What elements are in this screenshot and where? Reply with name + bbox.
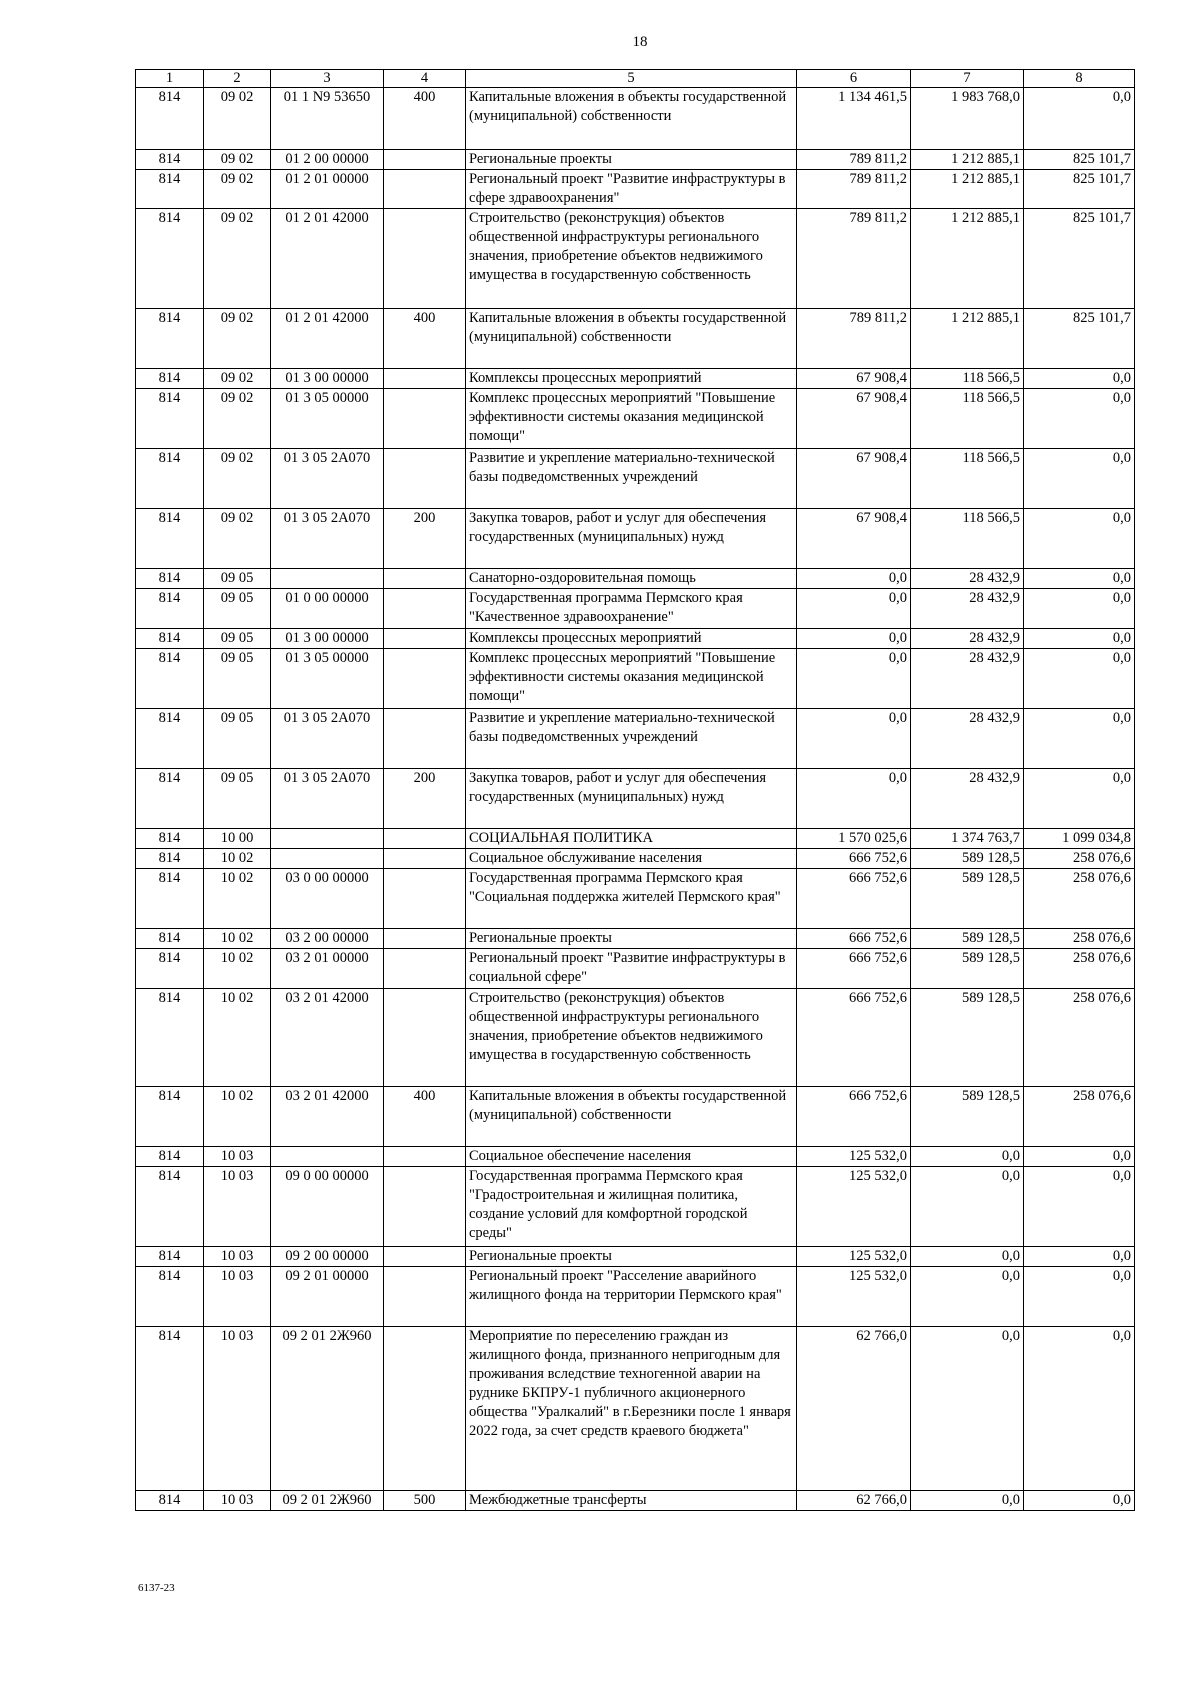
amount-col6-cell: 666 752,6 [797,869,911,929]
amount-col6-cell: 125 532,0 [797,1167,911,1247]
column-header: 8 [1024,70,1135,88]
amount-col7-cell: 118 566,5 [911,509,1024,569]
target-article-cell: 03 2 01 42000 [271,1087,384,1147]
ministry-code-cell: 814 [136,309,204,369]
table-row [136,949,1135,989]
expense-type-cell [384,1267,466,1327]
table-row [136,170,1135,209]
table-row [136,929,1135,949]
expense-type-cell: 400 [384,1087,466,1147]
amount-col6-cell: 666 752,6 [797,929,911,949]
target-article-cell: 01 3 05 2A070 [271,509,384,569]
item-name-cell: Развитие и укрепление материально-технической базы подведомственных учреждений [466,449,797,509]
ministry-code-cell: 814 [136,829,204,849]
amount-col7-cell: 0,0 [911,1267,1024,1327]
table-row [136,989,1135,1087]
item-name-cell: Региональные проекты [466,929,797,949]
amount-col8-cell: 0,0 [1024,1491,1135,1511]
target-article-cell: 03 0 00 00000 [271,869,384,929]
section-code-cell: 10 02 [204,869,271,929]
amount-col8-cell: 0,0 [1024,709,1135,769]
ministry-code-cell: 814 [136,369,204,389]
amount-col8-cell: 1 099 034,8 [1024,829,1135,849]
expense-type-cell: 200 [384,509,466,569]
ministry-code-cell: 814 [136,1267,204,1327]
expense-type-cell: 400 [384,309,466,369]
section-code-cell: 10 00 [204,829,271,849]
expense-type-cell [384,389,466,449]
table-row [136,769,1135,829]
table-row [136,449,1135,509]
table-header-row [136,70,1135,88]
ministry-code-cell: 814 [136,170,204,209]
section-code-cell: 10 02 [204,1087,271,1147]
ministry-code-cell: 814 [136,509,204,569]
table-row [136,569,1135,589]
expense-type-cell [384,449,466,509]
section-code-cell: 10 03 [204,1267,271,1327]
amount-col7-cell: 1 212 885,1 [911,150,1024,170]
target-article-cell: 01 3 05 2A070 [271,709,384,769]
item-name-cell: Региональные проекты [466,150,797,170]
amount-col6-cell: 0,0 [797,709,911,769]
item-name-cell: СОЦИАЛЬНАЯ ПОЛИТИКА [466,829,797,849]
amount-col8-cell: 825 101,7 [1024,209,1135,309]
item-name-cell: Межбюджетные трансферты [466,1491,797,1511]
expense-type-cell [384,709,466,769]
amount-col6-cell: 789 811,2 [797,150,911,170]
table-row [136,829,1135,849]
section-code-cell: 09 05 [204,709,271,769]
amount-col6-cell: 0,0 [797,589,911,629]
amount-col8-cell: 825 101,7 [1024,309,1135,369]
section-code-cell: 10 02 [204,989,271,1087]
column-header: 4 [384,70,466,88]
target-article-cell: 03 2 01 42000 [271,989,384,1087]
amount-col8-cell: 258 076,6 [1024,869,1135,929]
amount-col6-cell: 789 811,2 [797,170,911,209]
amount-col8-cell: 0,0 [1024,389,1135,449]
amount-col6-cell: 67 908,4 [797,369,911,389]
page-number: 18 [632,34,648,50]
ministry-code-cell: 814 [136,150,204,170]
expense-type-cell [384,829,466,849]
section-code-cell: 09 02 [204,209,271,309]
item-name-cell: Социальное обеспечение населения [466,1147,797,1167]
budget-table [135,69,1135,1511]
section-code-cell: 09 05 [204,649,271,709]
table-row [136,389,1135,449]
ministry-code-cell: 814 [136,589,204,629]
item-name-cell: Государственная программа Пермского края "Социальная поддержка жителей Пермского края" [466,869,797,929]
ministry-code-cell: 814 [136,1247,204,1267]
amount-col6-cell: 67 908,4 [797,449,911,509]
ministry-code-cell: 814 [136,449,204,509]
expense-type-cell [384,569,466,589]
amount-col7-cell: 589 128,5 [911,849,1024,869]
section-code-cell: 09 05 [204,629,271,649]
table-row [136,1491,1135,1511]
amount-col7-cell: 1 374 763,7 [911,829,1024,849]
amount-col7-cell: 0,0 [911,1167,1024,1247]
ministry-code-cell: 814 [136,1087,204,1147]
amount-col7-cell: 589 128,5 [911,1087,1024,1147]
amount-col7-cell: 589 128,5 [911,949,1024,989]
table-row [136,209,1135,309]
amount-col7-cell: 1 212 885,1 [911,170,1024,209]
amount-col6-cell: 1 134 461,5 [797,88,911,150]
amount-col7-cell: 589 128,5 [911,989,1024,1087]
amount-col6-cell: 666 752,6 [797,949,911,989]
item-name-cell: Мероприятие по переселению граждан из жилищного фонда, признанного непригодным для проживания вследствие техногенной аварии на руднике БКПРУ-1 публичного акционерного общества "Уралкалий" в г.Березники после 1 января 2022 года, за счет средств краевого бюджета" [466,1327,797,1491]
expense-type-cell [384,150,466,170]
amount-col6-cell: 0,0 [797,569,911,589]
amount-col8-cell: 258 076,6 [1024,989,1135,1087]
amount-col7-cell: 1 983 768,0 [911,88,1024,150]
amount-col6-cell: 125 532,0 [797,1247,911,1267]
amount-col6-cell: 125 532,0 [797,1267,911,1327]
amount-col6-cell: 62 766,0 [797,1327,911,1491]
column-header: 3 [271,70,384,88]
section-code-cell: 10 03 [204,1147,271,1167]
section-code-cell: 09 02 [204,509,271,569]
target-article-cell: 01 2 01 42000 [271,209,384,309]
target-article-cell: 09 2 01 2Ж960 [271,1491,384,1511]
amount-col6-cell: 62 766,0 [797,1491,911,1511]
ministry-code-cell: 814 [136,209,204,309]
amount-col6-cell: 666 752,6 [797,849,911,869]
section-code-cell: 09 05 [204,569,271,589]
amount-col7-cell: 118 566,5 [911,389,1024,449]
amount-col7-cell: 28 432,9 [911,589,1024,629]
amount-col7-cell: 118 566,5 [911,369,1024,389]
amount-col8-cell: 0,0 [1024,369,1135,389]
target-article-cell: 01 3 00 00000 [271,369,384,389]
amount-col8-cell: 258 076,6 [1024,949,1135,989]
amount-col8-cell: 0,0 [1024,1327,1135,1491]
amount-col8-cell: 0,0 [1024,629,1135,649]
amount-col8-cell: 0,0 [1024,589,1135,629]
target-article-cell [271,829,384,849]
item-name-cell: Санаторно-оздоровительная помощь [466,569,797,589]
target-article-cell: 09 2 01 2Ж960 [271,1327,384,1491]
expense-type-cell [384,1327,466,1491]
target-article-cell: 01 0 00 00000 [271,589,384,629]
amount-col7-cell: 589 128,5 [911,869,1024,929]
amount-col7-cell: 28 432,9 [911,569,1024,589]
amount-col7-cell: 28 432,9 [911,769,1024,829]
amount-col8-cell: 0,0 [1024,88,1135,150]
target-article-cell: 01 2 00 00000 [271,150,384,170]
target-article-cell [271,1147,384,1167]
table-row [136,1167,1135,1247]
section-code-cell: 10 02 [204,949,271,989]
table-row [136,849,1135,869]
target-article-cell: 09 2 00 00000 [271,1247,384,1267]
section-code-cell: 09 02 [204,389,271,449]
section-code-cell: 10 03 [204,1167,271,1247]
ministry-code-cell: 814 [136,1167,204,1247]
item-name-cell: Капитальные вложения в объекты государственной (муниципальной) собственности [466,88,797,150]
amount-col8-cell: 825 101,7 [1024,170,1135,209]
ministry-code-cell: 814 [136,929,204,949]
target-article-cell: 01 1 N9 53650 [271,88,384,150]
table-row [136,1267,1135,1327]
amount-col8-cell: 0,0 [1024,1267,1135,1327]
amount-col6-cell: 67 908,4 [797,509,911,569]
amount-col7-cell: 0,0 [911,1247,1024,1267]
table-row [136,589,1135,629]
expense-type-cell [384,1147,466,1167]
amount-col8-cell: 0,0 [1024,1247,1135,1267]
item-name-cell: Комплекс процессных мероприятий "Повышение эффективности системы оказания медицинской помощи" [466,649,797,709]
document-code: 6137-23 [138,1582,175,1594]
amount-col7-cell: 0,0 [911,1147,1024,1167]
amount-col6-cell: 666 752,6 [797,1087,911,1147]
table-row [136,369,1135,389]
item-name-cell: Региональный проект "Расселение аварийного жилищного фонда на территории Пермского края" [466,1267,797,1327]
amount-col6-cell: 125 532,0 [797,1147,911,1167]
table-row [136,649,1135,709]
ministry-code-cell: 814 [136,649,204,709]
amount-col8-cell: 0,0 [1024,449,1135,509]
amount-col8-cell: 0,0 [1024,1147,1135,1167]
item-name-cell: Строительство (реконструкция) объектов общественной инфраструктуры регионального значения, приобретение объектов недвижимого имущества в государственную собственность [466,989,797,1087]
amount-col6-cell: 0,0 [797,629,911,649]
expense-type-cell [384,949,466,989]
item-name-cell: Капитальные вложения в объекты государственной (муниципальной) собственности [466,309,797,369]
target-article-cell: 01 3 05 2A070 [271,769,384,829]
table-row [136,629,1135,649]
item-name-cell: Региональные проекты [466,1247,797,1267]
amount-col6-cell: 789 811,2 [797,209,911,309]
section-code-cell: 09 02 [204,369,271,389]
expense-type-cell [384,170,466,209]
expense-type-cell: 200 [384,769,466,829]
ministry-code-cell: 814 [136,389,204,449]
amount-col7-cell: 0,0 [911,1491,1024,1511]
column-header: 1 [136,70,204,88]
table-row [136,1147,1135,1167]
item-name-cell: Закупка товаров, работ и услуг для обеспечения государственных (муниципальных) нужд [466,769,797,829]
target-article-cell: 03 2 00 00000 [271,929,384,949]
section-code-cell: 09 02 [204,170,271,209]
expense-type-cell: 500 [384,1491,466,1511]
ministry-code-cell: 814 [136,709,204,769]
expense-type-cell [384,869,466,929]
target-article-cell: 01 2 01 00000 [271,170,384,209]
amount-col7-cell: 118 566,5 [911,449,1024,509]
amount-col7-cell: 28 432,9 [911,629,1024,649]
amount-col7-cell: 1 212 885,1 [911,209,1024,309]
column-header: 5 [466,70,797,88]
ministry-code-cell: 814 [136,569,204,589]
expense-type-cell [384,209,466,309]
item-name-cell: Строительство (реконструкция) объектов общественной инфраструктуры регионального значения, приобретение объектов недвижимого имущества в государственную собственность [466,209,797,309]
amount-col8-cell: 0,0 [1024,1167,1135,1247]
amount-col8-cell: 258 076,6 [1024,1087,1135,1147]
item-name-cell: Закупка товаров, работ и услуг для обеспечения государственных (муниципальных) нужд [466,509,797,569]
ministry-code-cell: 814 [136,849,204,869]
item-name-cell: Государственная программа Пермского края "Качественное здравоохранение" [466,589,797,629]
target-article-cell: 01 3 05 2A070 [271,449,384,509]
ministry-code-cell: 814 [136,88,204,150]
expense-type-cell [384,1167,466,1247]
ministry-code-cell: 814 [136,949,204,989]
amount-col7-cell: 1 212 885,1 [911,309,1024,369]
ministry-code-cell: 814 [136,989,204,1087]
item-name-cell: Социальное обслуживание населения [466,849,797,869]
amount-col7-cell: 589 128,5 [911,929,1024,949]
table-row [136,509,1135,569]
table-row [136,1087,1135,1147]
item-name-cell: Развитие и укрепление материально-технической базы подведомственных учреждений [466,709,797,769]
amount-col6-cell: 67 908,4 [797,389,911,449]
amount-col6-cell: 666 752,6 [797,989,911,1087]
section-code-cell: 10 03 [204,1327,271,1491]
expense-type-cell [384,849,466,869]
target-article-cell: 09 2 01 00000 [271,1267,384,1327]
expense-type-cell [384,589,466,629]
section-code-cell: 09 05 [204,589,271,629]
item-name-cell: Капитальные вложения в объекты государственной (муниципальной) собственности [466,1087,797,1147]
amount-col6-cell: 1 570 025,6 [797,829,911,849]
expense-type-cell [384,369,466,389]
target-article-cell: 03 2 01 00000 [271,949,384,989]
column-header: 6 [797,70,911,88]
ministry-code-cell: 814 [136,629,204,649]
section-code-cell: 09 02 [204,309,271,369]
expense-type-cell [384,1247,466,1267]
ministry-code-cell: 814 [136,769,204,829]
section-code-cell: 10 03 [204,1491,271,1511]
table-row [136,709,1135,769]
target-article-cell: 01 3 05 00000 [271,649,384,709]
ministry-code-cell: 814 [136,869,204,929]
table-row [136,150,1135,170]
ministry-code-cell: 814 [136,1147,204,1167]
expense-type-cell [384,649,466,709]
section-code-cell: 10 03 [204,1247,271,1267]
amount-col6-cell: 0,0 [797,649,911,709]
ministry-code-cell: 814 [136,1491,204,1511]
table-row [136,1247,1135,1267]
item-name-cell: Региональный проект "Развитие инфраструктуры в сфере здравоохранения" [466,170,797,209]
amount-col7-cell: 28 432,9 [911,709,1024,769]
section-code-cell: 10 02 [204,849,271,869]
table-row [136,309,1135,369]
section-code-cell: 09 02 [204,88,271,150]
target-article-cell: 01 2 01 42000 [271,309,384,369]
target-article-cell: 09 0 00 00000 [271,1167,384,1247]
amount-col7-cell: 28 432,9 [911,649,1024,709]
column-header: 2 [204,70,271,88]
section-code-cell: 09 05 [204,769,271,829]
column-header: 7 [911,70,1024,88]
amount-col8-cell: 0,0 [1024,509,1135,569]
item-name-cell: Государственная программа Пермского края "Градостроительная и жилищная политика, создание условий для комфортной городской среды" [466,1167,797,1247]
amount-col8-cell: 258 076,6 [1024,929,1135,949]
expense-type-cell [384,629,466,649]
expense-type-cell [384,929,466,949]
section-code-cell: 09 02 [204,150,271,170]
expense-type-cell [384,989,466,1087]
item-name-cell: Комплексы процессных мероприятий [466,369,797,389]
table-row [136,1327,1135,1491]
amount-col8-cell: 258 076,6 [1024,849,1135,869]
amount-col8-cell: 0,0 [1024,649,1135,709]
target-article-cell [271,569,384,589]
expense-type-cell: 400 [384,88,466,150]
table-row [136,869,1135,929]
item-name-cell: Региональный проект "Развитие инфраструктуры в социальной сфере" [466,949,797,989]
amount-col8-cell: 0,0 [1024,769,1135,829]
item-name-cell: Комплекс процессных мероприятий "Повышение эффективности системы оказания медицинской помощи" [466,389,797,449]
target-article-cell: 01 3 05 00000 [271,389,384,449]
section-code-cell: 09 02 [204,449,271,509]
amount-col6-cell: 789 811,2 [797,309,911,369]
section-code-cell: 10 02 [204,929,271,949]
item-name-cell: Комплексы процессных мероприятий [466,629,797,649]
table-body [136,88,1135,1511]
amount-col8-cell: 825 101,7 [1024,150,1135,170]
amount-col7-cell: 0,0 [911,1327,1024,1491]
target-article-cell [271,849,384,869]
table-row [136,88,1135,150]
amount-col8-cell: 0,0 [1024,569,1135,589]
amount-col6-cell: 0,0 [797,769,911,829]
target-article-cell: 01 3 00 00000 [271,629,384,649]
ministry-code-cell: 814 [136,1327,204,1491]
